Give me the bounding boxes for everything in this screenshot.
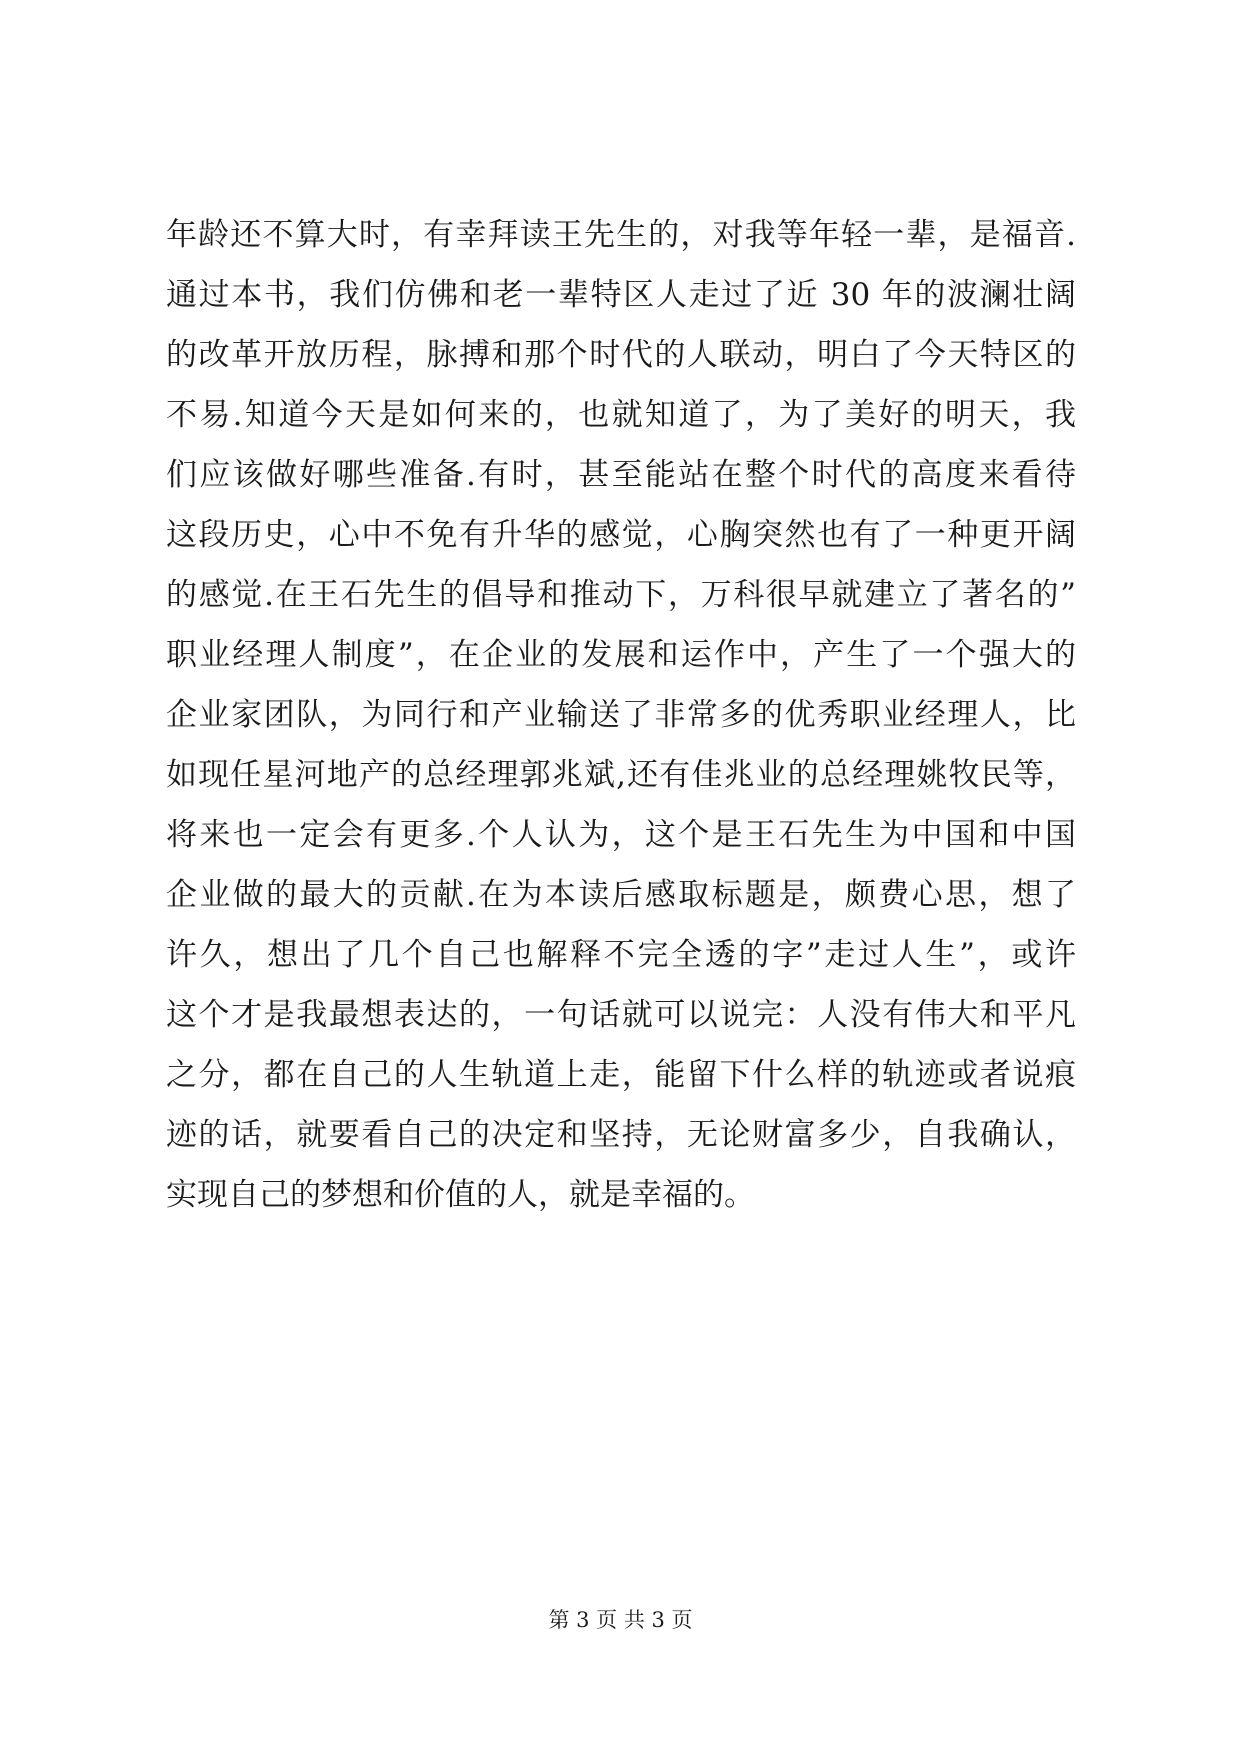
text-line: 迹的话，就要看自己的决定和坚持，无论财富多少，自我确认， (166, 1117, 1076, 1153)
text-line: 企业家团队，为同行和产业输送了非常多的优秀职业经理人，比 (166, 697, 1076, 733)
text-line: 的改革开放历程，脉搏和那个时代的人联动，明白了今天特区的 (166, 337, 1076, 373)
text-line: 之分，都在自己的人生轨道上走，能留下什么样的轨迹或者说痕 (166, 1057, 1076, 1093)
text-line: 将来也一定会有更多.个人认为，这个是王石先生为中国和中国 (166, 817, 1076, 853)
text-line: 这个才是我最想表达的，一句话就可以说完：人没有伟大和平凡 (166, 997, 1076, 1033)
text-line: 职业经理人制度”，在企业的发展和运作中，产生了一个强大的 (166, 637, 1076, 673)
body-paragraph (166, 205, 1076, 1225)
text-line: 通过本书，我们仿佛和老一辈特区人走过了近 30 年的波澜壮阔 (166, 277, 1076, 313)
text-line: 不易.知道今天是如何来的，也就知道了，为了美好的明天，我 (166, 397, 1076, 433)
text-line: 这段历史，心中不免有升华的感觉，心胸突然也有了一种更开阔 (166, 517, 1076, 553)
text-line: 的感觉.在王石先生的倡导和推动下，万科很早就建立了著名的” (166, 577, 1076, 613)
text-line: 如现任星河地产的总经理郭兆斌,还有佳兆业的总经理姚牧民等， (166, 757, 1076, 793)
text-line: 们应该做好哪些准备.有时，甚至能站在整个时代的高度来看待 (166, 457, 1076, 493)
text-line: 企业做的最大的贡献.在为本读后感取标题是，颇费心思，想了 (166, 877, 1076, 913)
text-line: 年龄还不算大时，有幸拜读王先生的，对我等年轻一辈，是福音. (166, 217, 1076, 253)
page-number-footer: 第 3 页 共 3 页 (548, 1608, 693, 1632)
text-line-last: 实现自己的梦想和价值的人，就是幸福的。 (166, 1177, 755, 1213)
text-line: 许久，想出了几个自己也解释不完全透的字”走过人生”，或许 (166, 937, 1076, 973)
